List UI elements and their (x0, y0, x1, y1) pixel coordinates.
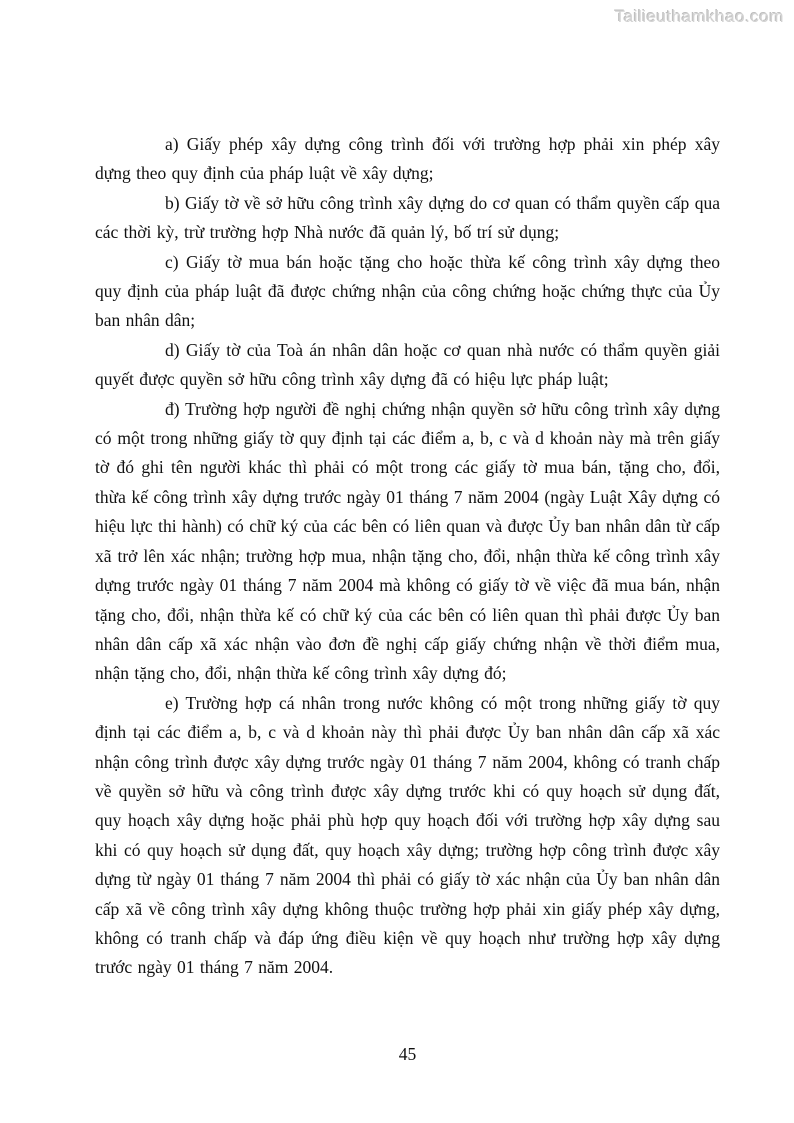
paragraph-point-e: e) Trường hợp cá nhân trong nước không có một trong những giấy tờ quy định tại các điểm a, b, c và d khoản này thì phải được Ủy ban nhân dân cấp xã xác nhận công trình được xây dựng trước ngày 01 tháng 7 năm 2004, không có tranh chấp về quyền sở hữu và công trình được xây dựng trước khi có quy hoạch sử dụng đất, quy hoạch xây dựng hoặc phải phù hợp quy hoạch đối với trường hợp xây dựng sau khi có quy hoạch sử dụng đất, quy hoạch xây dựng; trường hợp công trình được xây dựng từ ngày 01 tháng 7 năm 2004 thì phải có giấy tờ xác nhận của Ủy ban nhân dân cấp xã về công trình xây dựng không thuộc trường hợp phải xin giấy phép xây dựng, không có tranh chấp và đáp ứng điều kiện về quy hoạch như trường hợp xây dựng trước ngày 01 tháng 7 năm 2004. (95, 692, 720, 978)
paragraph-point-d: d) Giấy tờ của Toà án nhân dân hoặc cơ quan nhà nước có thẩm quyền giải quyết được quyền sở hữu công trình xây dựng đã có hiệu lực pháp luật; (95, 339, 720, 390)
paragraph-point-a: a) Giấy phép xây dựng công trình đối với trường hợp phải xin phép xây dựng theo quy định của pháp luật về xây dựng; (95, 134, 720, 184)
paragraph-point-c: c) Giấy tờ mua bán hoặc tặng cho hoặc thừa kế công trình xây dựng theo quy định của pháp luật đã được chứng nhận của công chứng hoặc chứng thực của Ủy ban nhân dân; (95, 251, 720, 331)
paragraph-point-dd: đ) Trường hợp người đề nghị chứng nhận quyền sở hữu công trình xây dựng có một trong những giấy tờ quy định tại các điểm a, b, c và d khoản này mà trên giấy tờ đó ghi tên người khác thì phải có một trong các giấy tờ mua bán, tặng cho, đổi, thừa kế công trình xây dựng trước ngày 01 tháng 7 năm 2004 (ngày Luật Xây dựng có hiệu lực thi hành) có chữ ký của các bên có liên quan và được Ủy ban nhân dân từ cấp xã trở lên xác nhận; trường hợp mua, nhận tặng cho, đổi, nhận thừa kế công trình xây dựng trước ngày 01 tháng 7 năm 2004 mà không có giấy tờ về việc đã mua bán, nhận tặng cho, đổi, nhận thừa kế có chữ ký của các bên có liên quan thì phải được Ủy ban nhân dân cấp xã xác nhận vào đơn đề nghị cấp giấy chứng nhận về thời điểm mua, nhận tặng cho, đổi, nhận thừa kế công trình xây dựng đó; (95, 398, 720, 684)
watermark: Tailieuthamkhao.com (614, 7, 784, 26)
page-number: 45 (398, 1044, 417, 1064)
paragraph-point-b: b) Giấy tờ về sở hữu công trình xây dựng do cơ quan có thẩm quyền cấp qua các thời kỳ, trừ trường hợp Nhà nước đã quản lý, bố trí sử dụng; (95, 192, 720, 243)
document-body (95, 130, 720, 983)
